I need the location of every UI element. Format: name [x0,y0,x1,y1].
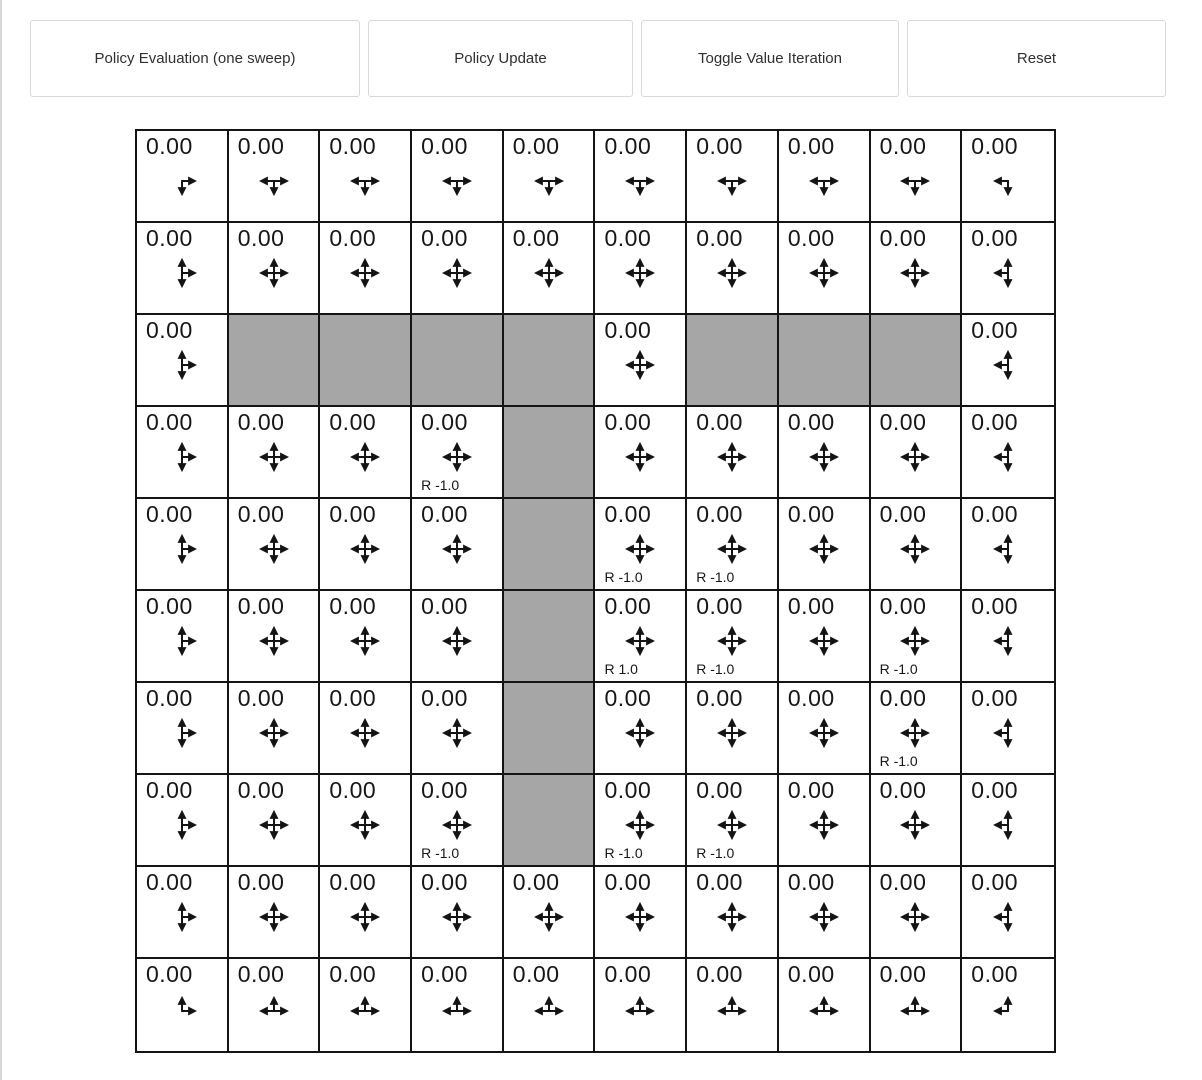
state-value: 0.00 [879,409,927,435]
policy-arrows-icon [710,989,754,1033]
state-cell [229,131,321,223]
policy-arrows-icon [252,989,296,1033]
state-value: 0.00 [971,409,1019,435]
state-cell [137,499,229,591]
policy-arrows-icon [435,527,479,571]
policy-arrows-icon [435,435,479,479]
policy-evaluation-button[interactable]: Policy Evaluation (one sweep) [30,20,360,97]
state-cell [871,775,963,867]
policy-arrows-icon [802,159,846,203]
state-cell [687,959,779,1051]
policy-arrows-icon [893,803,937,847]
policy-arrows-icon [986,711,1030,755]
state-value: 0.00 [421,133,468,159]
policy-arrows-icon [160,435,204,479]
reward-label: R -1.0 [879,661,918,677]
state-value: 0.00 [146,961,193,987]
state-value: 0.00 [787,777,835,803]
state-cell [779,775,871,867]
wall-cell [412,315,504,407]
state-value: 0.00 [696,685,743,711]
state-value: 0.00 [696,409,743,435]
state-value: 0.00 [237,593,285,619]
state-cell [595,223,687,315]
state-value: 0.00 [146,685,193,711]
state-value: 0.00 [512,961,560,987]
policy-arrows-icon [618,803,662,847]
wall-cell [504,591,596,683]
reward-label: R -1.0 [696,845,735,861]
state-value: 0.00 [971,133,1019,159]
state-value: 0.00 [146,133,193,159]
state-value: 0.00 [971,225,1019,251]
wall-cell [504,775,596,867]
state-value: 0.00 [604,133,652,159]
policy-arrows-icon [527,989,571,1033]
policy-arrows-icon [435,619,479,663]
state-cell [229,591,321,683]
state-cell [687,683,779,775]
state-value: 0.00 [787,501,835,527]
state-value: 0.00 [879,685,927,711]
state-value: 0.00 [971,869,1019,895]
state-value: 0.00 [237,409,285,435]
state-cell [137,591,229,683]
state-cell [229,499,321,591]
state-value: 0.00 [421,685,468,711]
policy-arrows-icon [160,251,204,295]
policy-arrows-icon [160,711,204,755]
policy-arrows-icon [343,619,387,663]
state-value: 0.00 [696,961,743,987]
policy-arrows-icon [618,527,662,571]
state-value: 0.00 [787,593,835,619]
policy-arrows-icon [710,711,754,755]
state-value: 0.00 [971,777,1019,803]
policy-arrows-icon [802,435,846,479]
state-cell [229,223,321,315]
wall-cell [779,315,871,407]
state-cell [412,959,504,1051]
state-cell [779,683,871,775]
state-cell [137,131,229,223]
policy-arrows-icon [986,435,1030,479]
state-cell [412,407,504,499]
state-value: 0.00 [879,593,927,619]
state-cell [962,499,1054,591]
state-cell [595,683,687,775]
policy-arrows-icon [435,989,479,1033]
reward-label: R 1.0 [604,661,638,677]
wall-cell [229,315,321,407]
policy-arrows-icon [893,619,937,663]
state-value: 0.00 [329,869,377,895]
state-value: 0.00 [512,869,560,895]
state-value: 0.00 [879,133,927,159]
state-cell [412,591,504,683]
state-cell [871,683,963,775]
state-cell [504,223,596,315]
policy-arrows-icon [893,435,937,479]
policy-arrows-icon [710,619,754,663]
policy-arrows-icon [435,711,479,755]
policy-arrows-icon [618,619,662,663]
state-value: 0.00 [421,869,468,895]
policy-arrows-icon [618,343,662,387]
policy-arrows-icon [252,803,296,847]
state-value: 0.00 [421,961,468,987]
policy-arrows-icon [343,159,387,203]
policy-arrows-icon [618,435,662,479]
reward-label: R -1.0 [604,569,643,585]
state-cell [687,131,779,223]
state-cell [595,407,687,499]
policy-arrows-icon [802,895,846,939]
state-cell [412,499,504,591]
state-value: 0.00 [787,133,835,159]
gridworld-grid [135,129,1056,1053]
state-value: 0.00 [971,501,1019,527]
reward-label: R -1.0 [421,477,460,493]
state-cell [871,867,963,959]
state-value: 0.00 [971,593,1019,619]
state-value: 0.00 [237,501,285,527]
state-cell [962,867,1054,959]
state-cell [779,867,871,959]
reward-label: R -1.0 [696,569,735,585]
state-value: 0.00 [146,409,193,435]
policy-arrows-icon [802,711,846,755]
policy-arrows-icon [527,895,571,939]
policy-arrows-icon [710,435,754,479]
policy-arrows-icon [435,251,479,295]
state-cell [962,315,1054,407]
toggle-value-iteration-button[interactable]: Toggle Value Iteration [641,20,899,97]
state-value: 0.00 [696,225,743,251]
state-cell [595,315,687,407]
policy-arrows-icon [802,251,846,295]
state-cell [137,223,229,315]
state-value: 0.00 [421,777,468,803]
policy-arrows-icon [986,343,1030,387]
state-value: 0.00 [329,685,377,711]
state-value: 0.00 [329,961,377,987]
state-value: 0.00 [421,593,468,619]
state-cell [962,131,1054,223]
state-cell [320,775,412,867]
state-cell [137,959,229,1051]
state-cell [779,959,871,1051]
state-cell [595,131,687,223]
wall-cell [504,683,596,775]
state-value: 0.00 [787,685,835,711]
policy-arrows-icon [343,803,387,847]
policy-arrows-icon [710,527,754,571]
state-cell [779,499,871,591]
state-cell [229,407,321,499]
state-cell [962,959,1054,1051]
policy-arrows-icon [160,895,204,939]
state-cell [504,959,596,1051]
reward-label: R -1.0 [421,845,460,861]
state-cell [412,223,504,315]
state-value: 0.00 [604,685,652,711]
wall-cell [504,315,596,407]
policy-arrows-icon [160,803,204,847]
policy-arrows-icon [160,159,204,203]
state-cell [779,223,871,315]
state-value: 0.00 [146,869,193,895]
policy-arrows-icon [252,527,296,571]
policy-arrows-icon [986,895,1030,939]
state-cell [320,407,412,499]
policy-arrows-icon [527,159,571,203]
state-value: 0.00 [696,777,743,803]
state-cell [962,407,1054,499]
state-cell [687,499,779,591]
policy-arrows-icon [986,619,1030,663]
policy-arrows-icon [252,619,296,663]
state-cell [137,775,229,867]
state-cell [229,683,321,775]
policy-arrows-icon [343,989,387,1033]
state-value: 0.00 [512,133,560,159]
state-cell [137,315,229,407]
state-cell [137,407,229,499]
policy-arrows-icon [893,711,937,755]
reward-label: R -1.0 [696,661,735,677]
policy-arrows-icon [252,895,296,939]
state-cell [320,591,412,683]
state-cell [871,591,963,683]
state-value: 0.00 [604,501,652,527]
state-cell [871,407,963,499]
state-value: 0.00 [604,777,652,803]
wall-cell [504,499,596,591]
policy-arrows-icon [710,895,754,939]
state-value: 0.00 [329,501,377,527]
state-cell [137,867,229,959]
state-cell [595,959,687,1051]
policy-arrows-icon [618,159,662,203]
state-value: 0.00 [146,317,193,343]
state-cell [871,223,963,315]
reward-label: R -1.0 [879,753,918,769]
state-cell [320,223,412,315]
state-cell [229,775,321,867]
policy-arrows-icon [527,251,571,295]
state-cell [687,775,779,867]
state-cell [687,591,779,683]
state-cell [687,867,779,959]
state-cell [504,867,596,959]
policy-arrows-icon [252,711,296,755]
reset-button[interactable]: Reset [907,20,1166,97]
state-value: 0.00 [146,225,193,251]
state-value: 0.00 [237,869,285,895]
policy-arrows-icon [160,343,204,387]
state-cell [229,867,321,959]
state-value: 0.00 [421,501,468,527]
wall-cell [504,407,596,499]
policy-arrows-icon [618,989,662,1033]
state-value: 0.00 [604,225,652,251]
state-value: 0.00 [879,869,927,895]
state-cell [595,867,687,959]
state-cell [871,131,963,223]
policy-update-button[interactable]: Policy Update [368,20,633,97]
policy-arrows-icon [710,159,754,203]
policy-arrows-icon [893,527,937,571]
policy-arrows-icon [343,527,387,571]
state-value: 0.00 [971,317,1019,343]
state-value: 0.00 [237,685,285,711]
state-cell [962,223,1054,315]
policy-arrows-icon [435,803,479,847]
state-value: 0.00 [879,961,927,987]
state-cell [320,499,412,591]
policy-arrows-icon [160,619,204,663]
state-value: 0.00 [787,869,835,895]
state-value: 0.00 [604,869,652,895]
state-cell [779,407,871,499]
policy-arrows-icon [252,159,296,203]
state-value: 0.00 [604,317,652,343]
policy-arrows-icon [435,159,479,203]
state-value: 0.00 [787,961,835,987]
policy-arrows-icon [618,251,662,295]
state-value: 0.00 [696,133,743,159]
policy-arrows-icon [252,435,296,479]
state-value: 0.00 [971,961,1019,987]
policy-arrows-icon [893,251,937,295]
policy-arrows-icon [802,619,846,663]
policy-arrows-icon [710,803,754,847]
policy-arrows-icon [893,895,937,939]
state-cell [229,959,321,1051]
policy-arrows-icon [343,711,387,755]
state-value: 0.00 [604,409,652,435]
policy-arrows-icon [986,803,1030,847]
state-value: 0.00 [696,593,743,619]
state-cell [412,683,504,775]
state-cell [595,775,687,867]
state-value: 0.00 [329,777,377,803]
state-value: 0.00 [512,225,560,251]
policy-arrows-icon [435,895,479,939]
policy-arrows-icon [986,251,1030,295]
policy-arrows-icon [160,989,204,1033]
state-cell [412,131,504,223]
state-cell [320,959,412,1051]
state-value: 0.00 [237,225,285,251]
policy-arrows-icon [618,711,662,755]
policy-arrows-icon [802,527,846,571]
policy-arrows-icon [802,989,846,1033]
policy-arrows-icon [343,251,387,295]
state-value: 0.00 [329,409,377,435]
state-cell [320,867,412,959]
reward-label: R -1.0 [604,845,643,861]
state-value: 0.00 [787,409,835,435]
state-value: 0.00 [604,593,652,619]
state-value: 0.00 [146,501,193,527]
state-cell [779,131,871,223]
state-value: 0.00 [421,409,468,435]
wall-cell [687,315,779,407]
state-value: 0.00 [329,225,377,251]
state-cell [412,775,504,867]
policy-arrows-icon [710,251,754,295]
state-value: 0.00 [237,777,285,803]
state-value: 0.00 [146,593,193,619]
state-cell [871,499,963,591]
state-value: 0.00 [971,685,1019,711]
policy-arrows-icon [986,989,1030,1033]
state-cell [137,683,229,775]
state-value: 0.00 [787,225,835,251]
policy-arrows-icon [343,895,387,939]
state-value: 0.00 [237,133,285,159]
state-cell [779,591,871,683]
state-cell [412,867,504,959]
state-cell [962,591,1054,683]
state-cell [962,683,1054,775]
state-value: 0.00 [329,133,377,159]
wall-cell [871,315,963,407]
state-value: 0.00 [146,777,193,803]
state-value: 0.00 [879,225,927,251]
state-value: 0.00 [696,869,743,895]
window-edge [0,0,2,1080]
policy-arrows-icon [986,527,1030,571]
state-cell [595,499,687,591]
state-cell [504,131,596,223]
policy-arrows-icon [160,527,204,571]
policy-arrows-icon [986,159,1030,203]
state-value: 0.00 [879,777,927,803]
policy-arrows-icon [893,159,937,203]
state-value: 0.00 [879,501,927,527]
policy-arrows-icon [343,435,387,479]
state-cell [320,131,412,223]
state-cell [595,591,687,683]
wall-cell [320,315,412,407]
state-value: 0.00 [237,961,285,987]
state-cell [687,407,779,499]
state-cell [320,683,412,775]
state-value: 0.00 [329,593,377,619]
state-cell [687,223,779,315]
policy-arrows-icon [252,251,296,295]
state-cell [871,959,963,1051]
policy-arrows-icon [618,895,662,939]
state-value: 0.00 [421,225,468,251]
state-cell [962,775,1054,867]
policy-arrows-icon [802,803,846,847]
state-value: 0.00 [696,501,743,527]
policy-arrows-icon [893,989,937,1033]
state-value: 0.00 [604,961,652,987]
